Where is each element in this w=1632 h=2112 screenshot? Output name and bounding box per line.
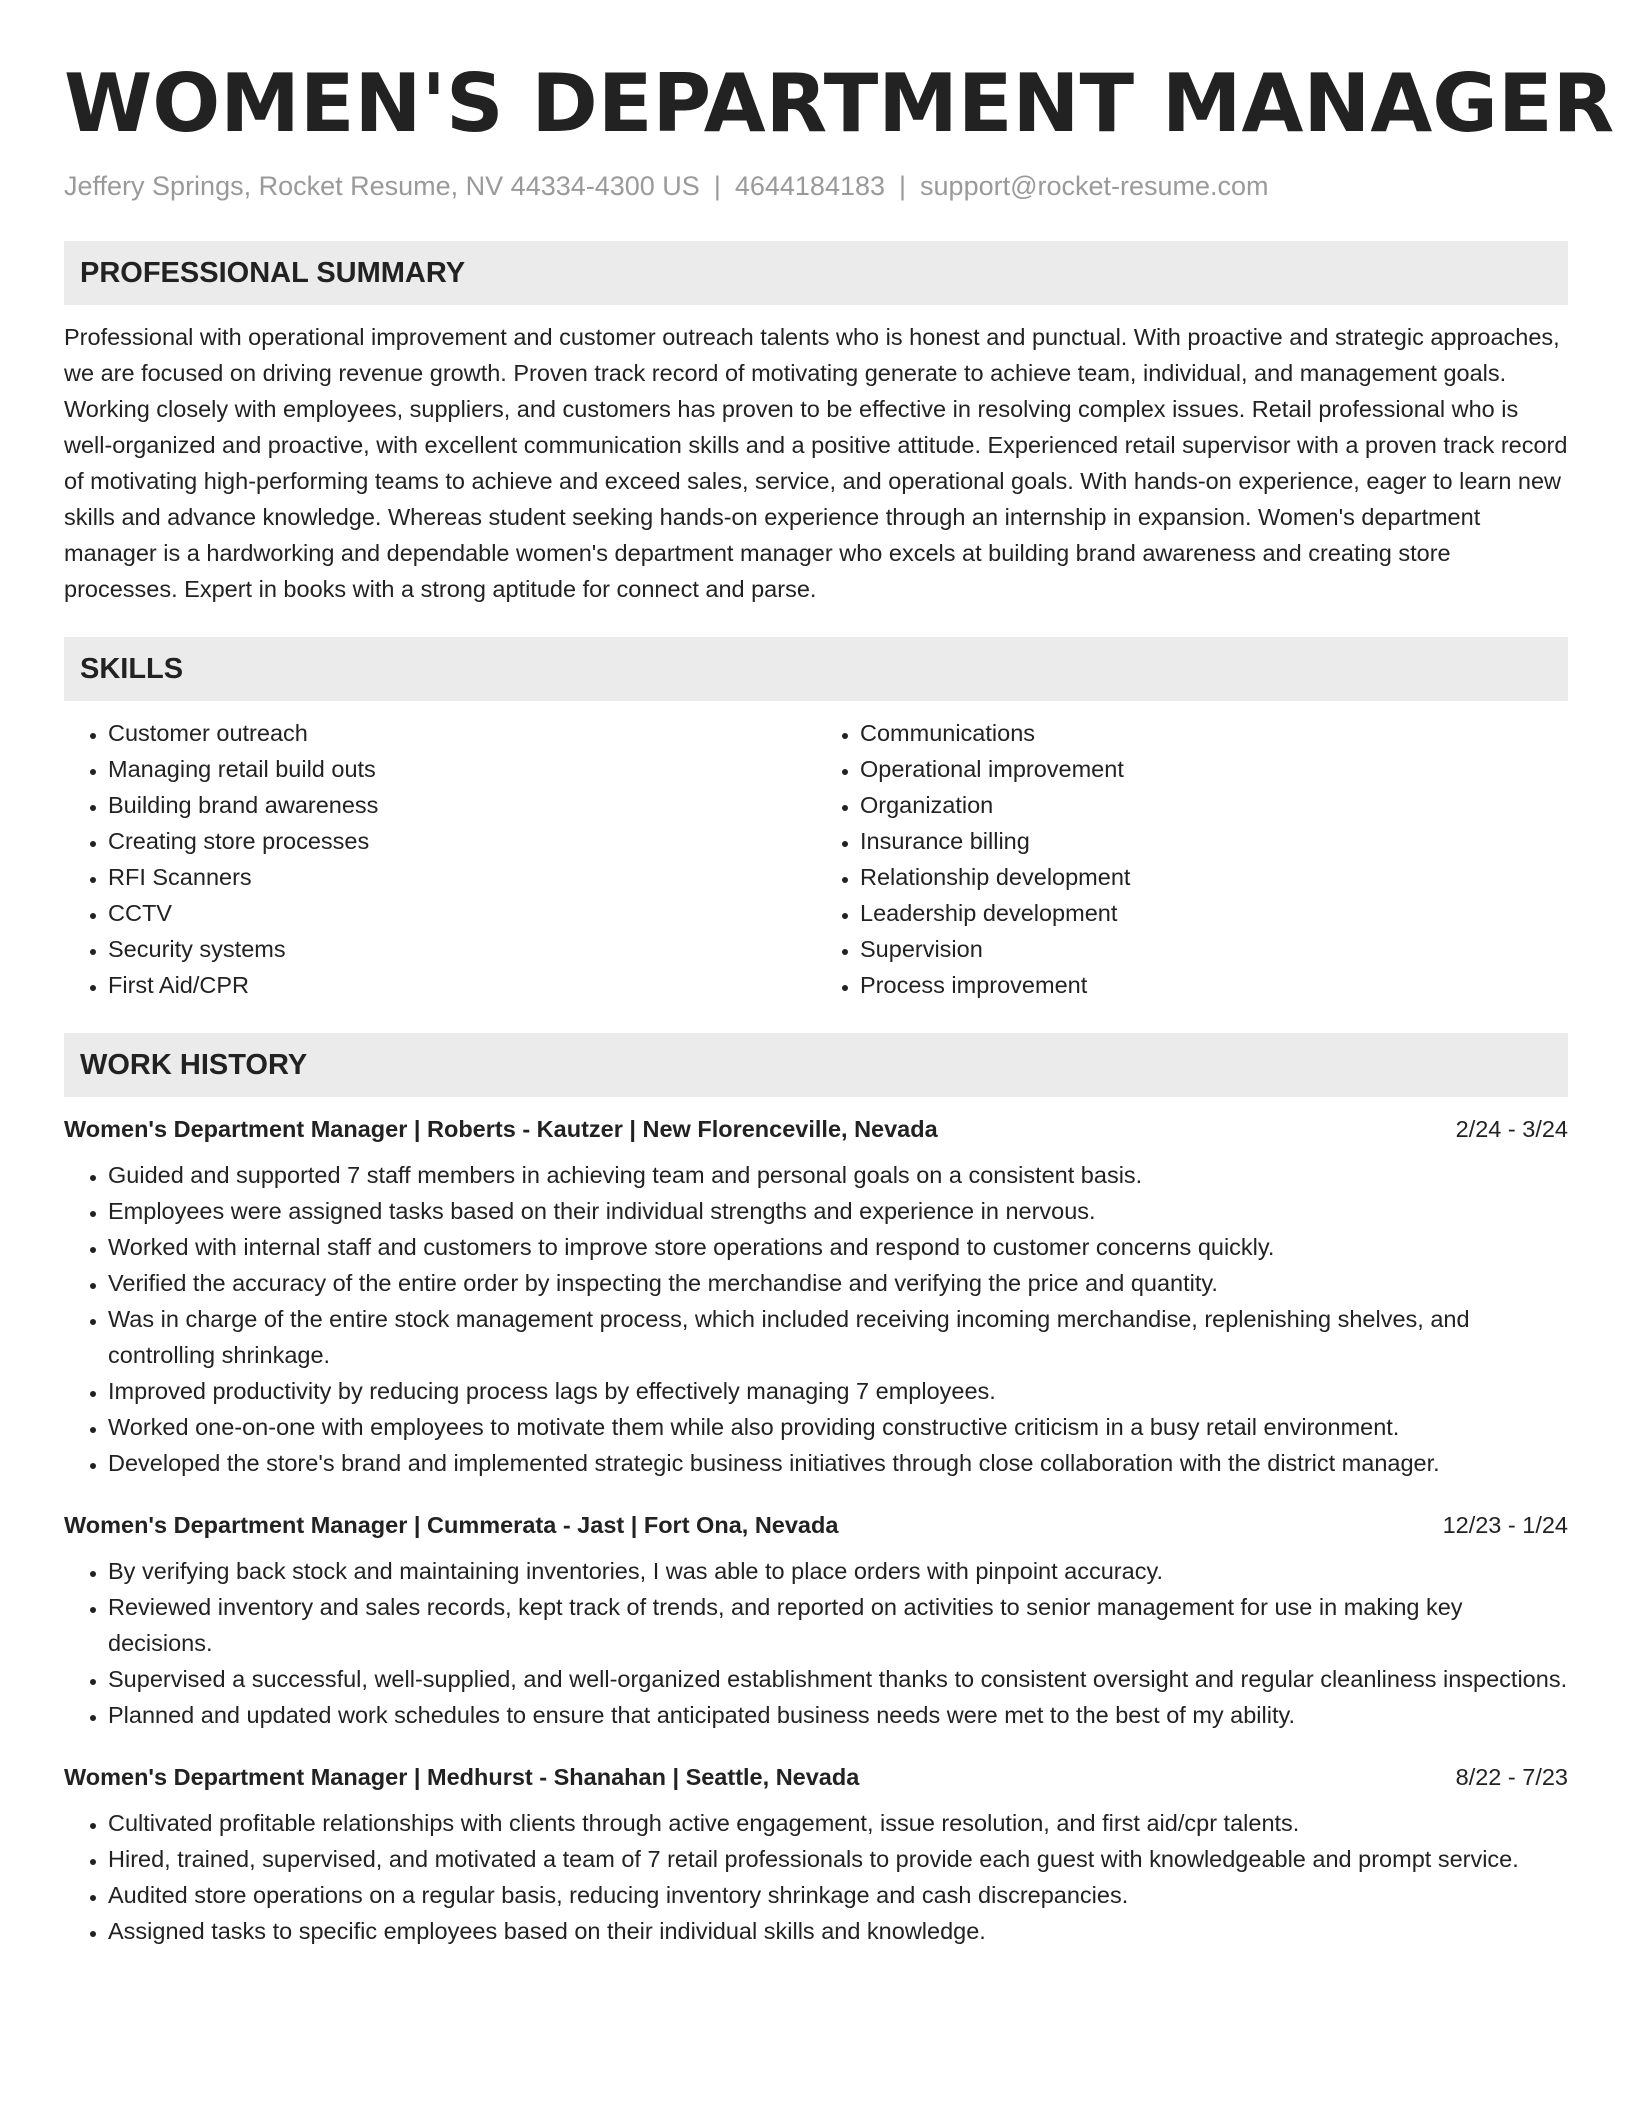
job-bullet: • Supervised a successful, well-supplied, and well-organized establishment thanks to consistent oversight and regular cleanliness inspections. bbox=[108, 1661, 1568, 1697]
job-dates: 12/23 - 1/24 bbox=[1442, 1512, 1568, 1538]
job-header bbox=[64, 1507, 1568, 1543]
job-bullet: • Verified the accuracy of the entire order by inspecting the merchandise and verifying the price and quantity. bbox=[108, 1265, 1568, 1301]
job-header bbox=[64, 1759, 1568, 1795]
contact-separator: | bbox=[899, 171, 907, 201]
skill-item: • Insurance billing bbox=[860, 823, 1568, 859]
skill-item: • Creating store processes bbox=[108, 823, 816, 859]
summary-text: Professional with operational improvement and customer outreach talents who is honest and punctual. With proactive and strategic approaches, we are focused on driving revenue growth. Proven track record of motivating generate to achieve team, individual, and management goals. Working closely with employees, suppliers, and customers has proven to be effective in resolving complex issues. Retail professional who is well-organized and proactive, with excellent communication skills and a positive attitude. Experienced retail supervisor with a proven track record of motivating high-performing teams to achieve and exceed sales, service, and operational goals. With hands-on experience, eager to learn new skills and advance knowledge. Whereas student seeking hands-on experience through an internship in expansion. Women's department manager is a hardworking and dependable women's department manager who excels at building brand awareness and creating store processes. Expert in books with a strong aptitude for connect and parse. bbox=[64, 324, 1568, 602]
job-bullet: • Developed the store's brand and implemented strategic business initiatives through close collaboration with the district manager. bbox=[108, 1445, 1568, 1481]
job-bullet: • By verifying back stock and maintaining inventories, I was able to place orders with pinpoint accuracy. bbox=[108, 1553, 1568, 1589]
skills-heading: SKILLS bbox=[64, 637, 1568, 701]
skill-item: • Leadership development bbox=[860, 895, 1568, 931]
job-entry bbox=[64, 1507, 1568, 1733]
skill-item: • Security systems bbox=[108, 931, 816, 967]
work-history-list bbox=[64, 1111, 1568, 1949]
job-bullet: • Hired, trained, supervised, and motivated a team of 7 retail professionals to provide each guest with knowledgeable and prompt service. bbox=[108, 1841, 1568, 1877]
job-header bbox=[64, 1111, 1568, 1147]
job-title: Women's Department Manager | Roberts - Kautzer | New Florenceville, Nevada bbox=[64, 1116, 938, 1142]
contact-line bbox=[64, 168, 1568, 204]
job-bullet: • Improved productivity by reducing process lags by effectively managing 7 employees. bbox=[108, 1373, 1568, 1409]
job-bullet: • Employees were assigned tasks based on their individual strengths and experience in nervous. bbox=[108, 1193, 1568, 1229]
skill-item: • Supervision bbox=[860, 931, 1568, 967]
skill-item: • Operational improvement bbox=[860, 751, 1568, 787]
job-bullet: • Assigned tasks to specific employees based on their individual skills and knowledge. bbox=[108, 1913, 1568, 1949]
contact-address: Jeffery Springs, Rocket Resume, NV 44334-4300 US bbox=[64, 171, 700, 201]
skill-item: • Customer outreach bbox=[108, 715, 816, 751]
job-bullet: • Audited store operations on a regular basis, reducing inventory shrinkage and cash discrepancies. bbox=[108, 1877, 1568, 1913]
job-bullet: • Was in charge of the entire stock management process, which included receiving incoming merchandise, replenishing shelves, and controlling shrinkage. bbox=[108, 1301, 1568, 1373]
job-dates: 2/24 - 3/24 bbox=[1455, 1116, 1568, 1142]
job-title: Women's Department Manager | Cummerata - Jast | Fort Ona, Nevada bbox=[64, 1512, 839, 1538]
skill-item: • RFI Scanners bbox=[108, 859, 816, 895]
job-entry bbox=[64, 1111, 1568, 1481]
job-title: Women's Department Manager | Medhurst - Shanahan | Seattle, Nevada bbox=[64, 1764, 860, 1790]
skill-item: • Communications bbox=[860, 715, 1568, 751]
skills-list bbox=[64, 715, 1568, 1003]
skill-item: • First Aid/CPR bbox=[108, 967, 816, 1003]
skill-item: • Process improvement bbox=[860, 967, 1568, 1003]
contact-separator: | bbox=[713, 171, 721, 201]
job-dates: 8/22 - 7/23 bbox=[1455, 1764, 1568, 1790]
job-bullets bbox=[64, 1157, 1568, 1481]
contact-phone: 4644184183 bbox=[734, 171, 886, 201]
resume-name: WOMEN'S DEPARTMENT MANAGER bbox=[64, 57, 1615, 150]
job-bullet: • Guided and supported 7 staff members in achieving team and personal goals on a consistent basis. bbox=[108, 1157, 1568, 1193]
skills-column-right bbox=[816, 715, 1568, 1003]
skill-item: • Organization bbox=[860, 787, 1568, 823]
contact-email: support@rocket-resume.com bbox=[920, 171, 1269, 201]
job-bullet: • Worked with internal staff and customers to improve store operations and respond to customer concerns quickly. bbox=[108, 1229, 1568, 1265]
job-bullet: • Planned and updated work schedules to ensure that anticipated business needs were met to the best of my ability. bbox=[108, 1697, 1568, 1733]
job-bullet: • Reviewed inventory and sales records, kept track of trends, and reported on activities to senior management for use in making key decisions. bbox=[108, 1589, 1568, 1661]
summary-heading: PROFESSIONAL SUMMARY bbox=[64, 241, 1568, 305]
skill-item: • Building brand awareness bbox=[108, 787, 816, 823]
skill-item: • Relationship development bbox=[860, 859, 1568, 895]
skill-item: • CCTV bbox=[108, 895, 816, 931]
skill-item: • Managing retail build outs bbox=[108, 751, 816, 787]
job-bullets bbox=[64, 1553, 1568, 1733]
job-bullet: • Cultivated profitable relationships with clients through active engagement, issue resolution, and first aid/cpr talents. bbox=[108, 1805, 1568, 1841]
work-history-heading: WORK HISTORY bbox=[64, 1033, 1568, 1097]
skills-column-left bbox=[64, 715, 816, 1003]
job-bullets bbox=[64, 1805, 1568, 1949]
job-bullet: • Worked one-on-one with employees to motivate them while also providing constructive criticism in a busy retail environment. bbox=[108, 1409, 1568, 1445]
job-entry bbox=[64, 1759, 1568, 1949]
